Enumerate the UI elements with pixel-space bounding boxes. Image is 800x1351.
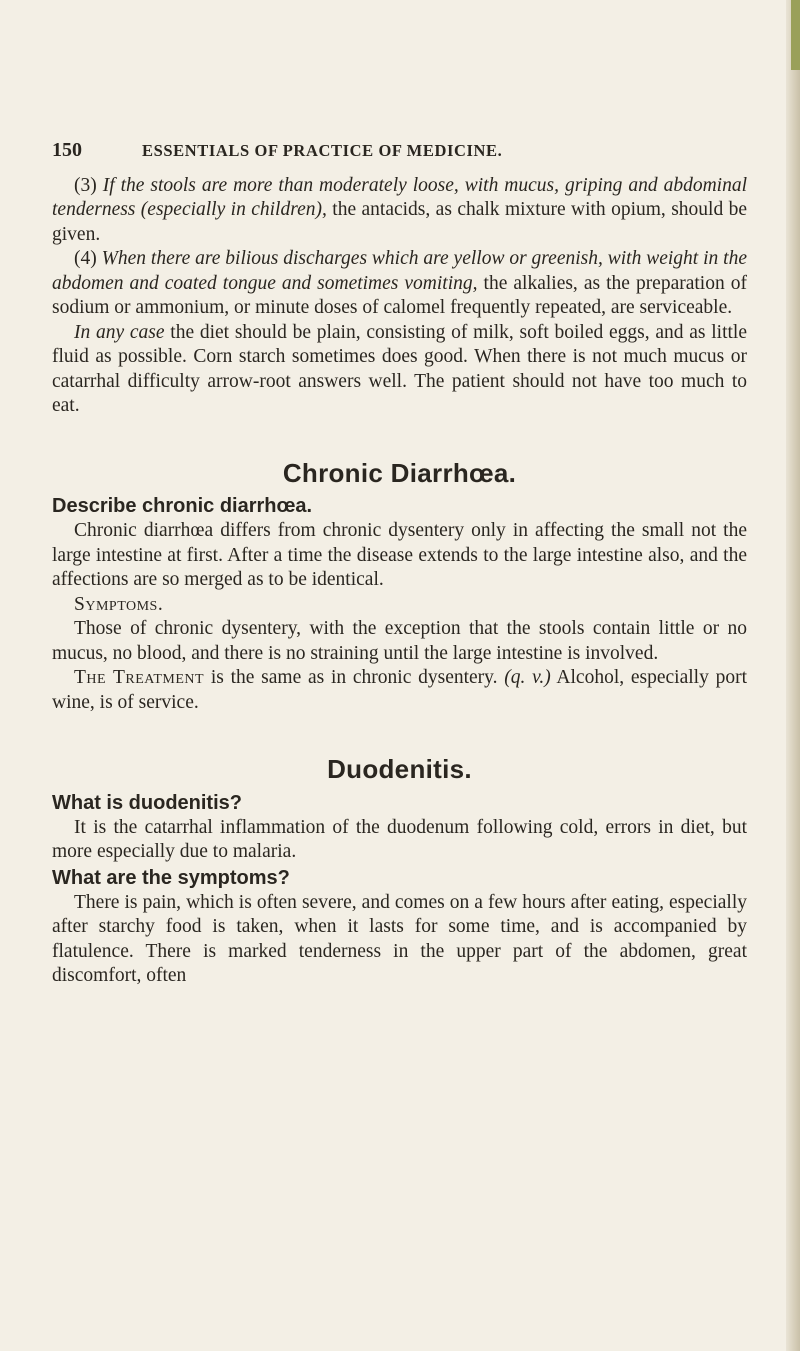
paragraph-diet [52,321,747,419]
treatment-label: The Treatment [74,667,205,688]
paragraph-4 [52,247,747,321]
chronic-question-1: Describe chronic diarrhœa. [52,495,313,517]
chronic-diarrhoea-title: Chronic Diarrhœa. [282,457,517,488]
duodenitis-title: Duodenitis. [327,754,472,784]
paragraph-4-italic: When there are bilious discharges which are yellow or greenish, with weight in the abdomen and coated tongue and sometimes vomiting, [52,248,747,294]
duodenitis-question-2: What are the symptoms? [52,866,290,889]
duodenitis-answer-2: There is pain, which is often severe, and comes on a few hours after eating, especially after starchy food is taken, when it lasts for some time, and is accompanied by flatulence. There is marked tenderness in the upper part of the abdomen, great discomfort, often [52,891,747,986]
paragraph-diet-text: the diet should be plain, consisting of milk, soft boiled eggs, and as little fluid as possible. Corn starch sometimes does good. When there is not much mucus or catarrhal difficulty arrow-root answers well. The patient should not have too much to eat. [52,321,747,416]
treatment-reference: (q. v.) [504,667,551,688]
paragraph-3-italic: If the stools are more than moderately loose, with mucus, griping and abdominal tenderness (especially in children), [52,174,747,220]
chronic-answer-1: Chronic diarrhœa differs from chronic dysentery only in affecting the small not the large intestine at first. After a time the disease extends to the large intestine also, and the affections are so merged as to be identical. [52,520,747,590]
running-head [52,138,747,164]
paragraph-4-number: (4) [74,248,102,269]
treatment-text: is the same as in chronic dysentery. [204,667,505,688]
duodenitis-answer-1: It is the catarrhal inflammation of the duodenum following cold, errors in diet, but more especially due to malaria. [52,816,747,862]
page-edge [786,0,800,1351]
paragraph-4-text: the alkalies, as the preparation of sodium or ammonium, or minute doses of calomel frequently repeated, are serviceable. [52,272,747,318]
paragraph-diet-italic: In any case [74,321,165,343]
duodenitis-question-1: What is duodenitis? [52,791,242,814]
running-title: ESSENTIALS OF PRACTICE OF MEDICINE. [142,141,503,160]
paragraph-3-text: the antacids, as chalk mixture with opium, should be given. [52,199,748,245]
page-number: 150 [52,139,82,161]
paragraph-3-number: (3) [74,174,103,196]
paragraph-3 [52,174,747,248]
symptoms-text: Those of chronic dysentery, with the exception that the stools contain little or no mucus, no blood, and there is no straining until the large intestine is involved. [52,618,747,664]
page-edge-tab [791,0,800,70]
treatment-text-2: Alcohol, especially port wine, is of service. [52,667,748,713]
symptoms-heading: Symptoms. [74,593,164,615]
treatment-paragraph [52,666,747,715]
page-content [52,138,747,989]
